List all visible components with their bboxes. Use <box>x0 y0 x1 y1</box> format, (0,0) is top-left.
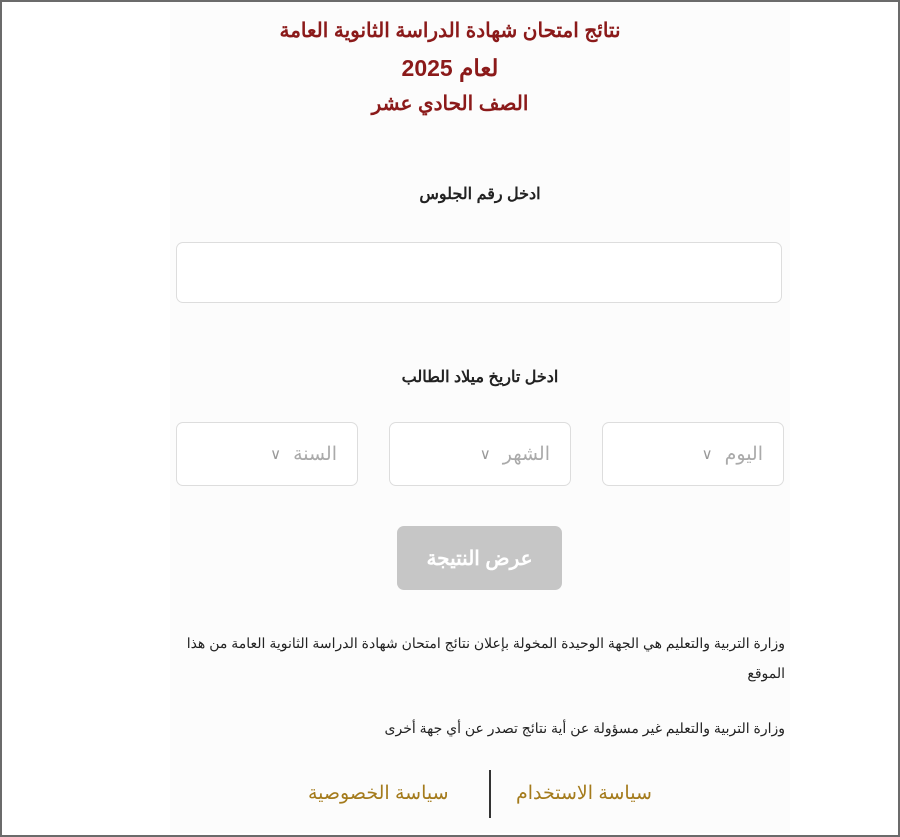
notice-official: وزارة التربية والتعليم هي الجهة الوحيدة المخولة بإعلان نتائج امتحان شهادة الدراسة الثانوية العامة من هذا الموقع <box>186 635 785 681</box>
page-year: لعام 2025 <box>401 55 499 81</box>
notice-disclaimer: وزارة التربية والتعليم غير مسؤولة عن أية نتائج تصدر عن أي جهة أخرى <box>384 720 785 736</box>
year-select[interactable] <box>176 422 358 486</box>
terms-link[interactable]: سياسة الاستخدام <box>516 783 652 804</box>
seat-number-input[interactable] <box>176 242 782 303</box>
page-grade: الصف الحادي عشر <box>371 93 529 115</box>
footer-links <box>0 770 900 818</box>
privacy-link[interactable]: سياسة الخصوصية <box>308 783 449 804</box>
chevron-down-icon: ∨ <box>479 446 491 463</box>
show-result-button[interactable]: عرض النتيجة <box>397 526 562 590</box>
year-placeholder: السنة <box>293 443 337 465</box>
month-select[interactable] <box>389 422 571 486</box>
chevron-down-icon: ∨ <box>701 446 713 463</box>
chevron-down-icon: ∨ <box>270 446 282 463</box>
day-select[interactable] <box>602 422 784 486</box>
dob-label: ادخل تاريخ ميلاد الطالب <box>401 369 559 386</box>
day-placeholder: اليوم <box>724 443 763 465</box>
seat-number-label: ادخل رقم الجلوس <box>419 186 541 203</box>
page-title: نتائج امتحان شهادة الدراسة الثانوية العامة <box>279 20 621 42</box>
month-placeholder: الشهر <box>502 443 550 465</box>
footer-divider <box>489 770 491 818</box>
content-column <box>170 2 790 833</box>
